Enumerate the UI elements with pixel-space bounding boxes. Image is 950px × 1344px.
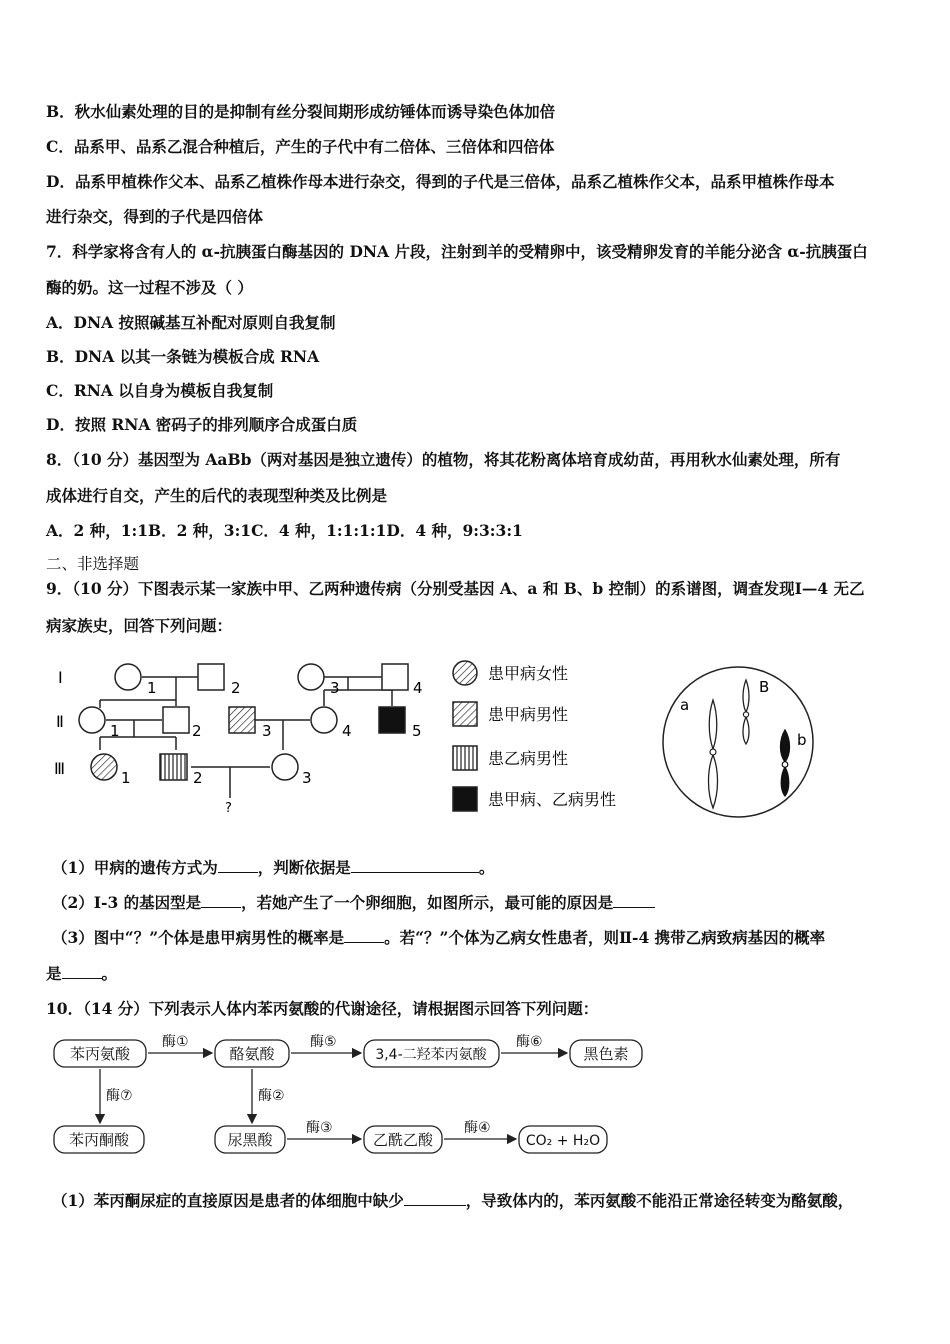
enzyme-label: 酶⑤ — [310, 1034, 337, 1050]
answer-blank[interactable] — [404, 1191, 466, 1206]
node-label: 黑色素 — [583, 1045, 629, 1063]
node-label: 酪氨酸 — [229, 1045, 275, 1063]
legend-male-b-symbol — [453, 746, 477, 770]
egg-cell-diagram — [663, 667, 813, 817]
pedigree-id: 3 — [262, 722, 272, 740]
answer-blank[interactable] — [344, 928, 384, 943]
node-label: 3,4-二羟苯丙氨酸 — [375, 1047, 487, 1063]
q9-sub3 — [52, 928, 825, 948]
pedigree-II-5 — [379, 707, 405, 733]
answer-blank[interactable] — [351, 858, 479, 873]
q9-sub3-text2: 。若“？”个体为乙病女性患者，则Ⅱ-4 携带乙病致病基因的概率 — [384, 928, 826, 947]
pedigree-id: 2 — [192, 722, 202, 740]
node-label: 苯丙酮酸 — [68, 1131, 130, 1149]
pedigree-I-1 — [115, 664, 141, 690]
enzyme-label: 酶⑥ — [516, 1034, 543, 1050]
pedigree-I-2 — [198, 664, 224, 690]
pedigree-id: 4 — [342, 722, 352, 740]
q7-option-d: D．按照 RNA 密码子的排列顺序合成蛋白质 — [46, 415, 358, 434]
pedigree-III-2 — [160, 754, 187, 780]
enzyme-label: 酶② — [258, 1088, 285, 1104]
q6-option-d-line1: D．品系甲植株作父本、品系乙植株作母本进行杂交，得到的子代是三倍体，品系乙植株作父本，品系甲植株作母本 — [46, 172, 835, 191]
pedigree-id: 5 — [412, 722, 422, 740]
q9-sub3-text3: 是 — [46, 964, 62, 983]
q8-stem-line2: 成体进行自交，产生的后代的表现型种类及比例是 — [46, 486, 388, 505]
legend-male-ab: 患甲病、乙病男性 — [488, 790, 617, 809]
legend-male-a: 患甲病男性 — [488, 705, 569, 724]
q8-stem-line1: 8．（10 分）基因型为 AaBb（两对基因是独立遗传）的植物，将其花粉离体培育成幼苗，再用秋水仙素处理，所有 — [46, 450, 841, 469]
pedigree-id: 2 — [193, 769, 203, 787]
pedigree-id: 2 — [231, 679, 241, 697]
legend-male-ab-symbol — [453, 787, 477, 811]
q7-option-c: C．RNA 以自身为模板自我复制 — [46, 381, 274, 400]
node-label: 苯丙氨酸 — [69, 1045, 131, 1063]
pedigree-id: 3 — [330, 679, 340, 697]
q9-sub2-text2: ，若她产生了一个卵细胞，如图所示，最可能的原因是 — [241, 893, 614, 912]
answer-blank[interactable] — [613, 893, 655, 908]
q10-sub1 — [52, 1191, 853, 1211]
q8-options: A．2 种，1:1B．2 种，3:1C．4 种，1:1:1:1D．4 种，9:3:3:1 — [46, 521, 523, 540]
q7-stem-line1: 7．科学家将含有人的 α-抗胰蛋白酶基因的 DNA 片段，注射到羊的受精卵中，该受精卵发育的羊能分泌含 α-抗胰蛋白 — [46, 242, 868, 261]
q9-sub1-text: （1）甲病的遗传方式为 — [52, 858, 218, 877]
q10-sub1-text2: ，导致体内的，苯丙氨酸不能沿正常途径转变为酪氨酸， — [465, 1191, 854, 1210]
pedigree-II-2 — [163, 707, 189, 733]
q7-option-b: B．DNA 以其一条链为模板合成 RNA — [46, 347, 320, 366]
q9-sub3-text: （3）图中“？”个体是患甲病男性的概率是 — [52, 928, 345, 947]
q9-sub1-end: 。 — [478, 858, 495, 877]
pedigree-id: 3 — [302, 769, 312, 787]
q9-stem-line2: 病家族史，回答下列问题： — [46, 616, 233, 635]
pedigree-I-4 — [382, 664, 408, 690]
pedigree-id: 1 — [121, 769, 131, 787]
generation-label-II: Ⅱ — [56, 712, 64, 731]
pedigree-I-3 — [298, 664, 324, 690]
generation-label-III: Ⅲ — [54, 759, 66, 778]
q9-sub1 — [52, 858, 494, 878]
q9-sub3-cont — [46, 964, 117, 984]
pedigree-III-1 — [91, 754, 117, 780]
legend-male-a-symbol — [453, 702, 477, 726]
answer-blank[interactable] — [62, 964, 102, 979]
answer-blank[interactable] — [218, 858, 258, 873]
pedigree-II-1 — [79, 707, 105, 733]
legend-male-b: 患乙病男性 — [488, 749, 569, 768]
q9-sub2-text: （2）Ⅰ-3 的基因型是 — [52, 893, 202, 912]
pedigree-II-4 — [311, 707, 337, 733]
pedigree-id: 1 — [110, 722, 120, 740]
metabolic-pathway — [44, 1028, 684, 1158]
legend-female-a: 患甲病女性 — [488, 664, 569, 683]
q10-stem: 10．（14 分）下列表示人体内苯丙氨酸的代谢途径，请根据图示回答下列问题： — [46, 999, 599, 1018]
q7-stem-line2: 酶的奶。这一过程不涉及（ ） — [46, 278, 253, 297]
pedigree-unknown: ? — [225, 801, 232, 816]
q9-sub1-text2: ，判断依据是 — [257, 858, 351, 877]
enzyme-label: 酶① — [162, 1034, 189, 1050]
q9-stem-line1: 9．（10 分）下图表示某一家族中甲、乙两种遗传病（分别受基因 A、a 和 B、b 控制）的系谱图，调查发现Ⅰ—4 无乙 — [46, 579, 865, 598]
q6-option-d-line2: 进行杂交，得到的子代是四倍体 — [46, 207, 264, 226]
q6-option-c: C．品系甲、品系乙混合种植后，产生的子代中有二倍体、三倍体和四倍体 — [46, 137, 555, 156]
node-label: CO₂ + H₂O — [525, 1133, 601, 1149]
enzyme-label: 酶⑦ — [106, 1088, 133, 1104]
q9-sub3-end: 。 — [101, 964, 118, 983]
node-label: 乙酰乙酸 — [372, 1131, 434, 1149]
node-label: 尿黑酸 — [227, 1131, 273, 1149]
q9-sub2 — [52, 893, 655, 913]
answer-blank[interactable] — [201, 893, 241, 908]
pedigree-figure — [40, 650, 930, 830]
chromosome-label-a: a — [680, 696, 690, 714]
q6-option-b: B．秋水仙素处理的目的是抑制有丝分裂间期形成纺锤体而诱导染色体加倍 — [46, 102, 556, 121]
pedigree-id: 1 — [147, 679, 157, 697]
pedigree-id: 4 — [413, 679, 423, 697]
generation-label-I: Ⅰ — [58, 668, 63, 687]
legend-female-a-symbol — [453, 661, 477, 685]
enzyme-label: 酶③ — [306, 1120, 333, 1136]
pedigree-II-3 — [229, 707, 255, 733]
enzyme-label: 酶④ — [464, 1120, 491, 1136]
q10-sub1-text: （1）苯丙酮尿症的直接原因是患者的体细胞中缺少 — [52, 1191, 404, 1210]
section-title: 二、非选择题 — [46, 555, 140, 573]
pedigree-III-3 — [272, 754, 298, 780]
chromosome-label-b: b — [797, 731, 807, 749]
q7-option-a: A．DNA 按照碱基互补配对原则自我复制 — [46, 313, 336, 332]
chromosome-label-B: B — [759, 678, 770, 696]
